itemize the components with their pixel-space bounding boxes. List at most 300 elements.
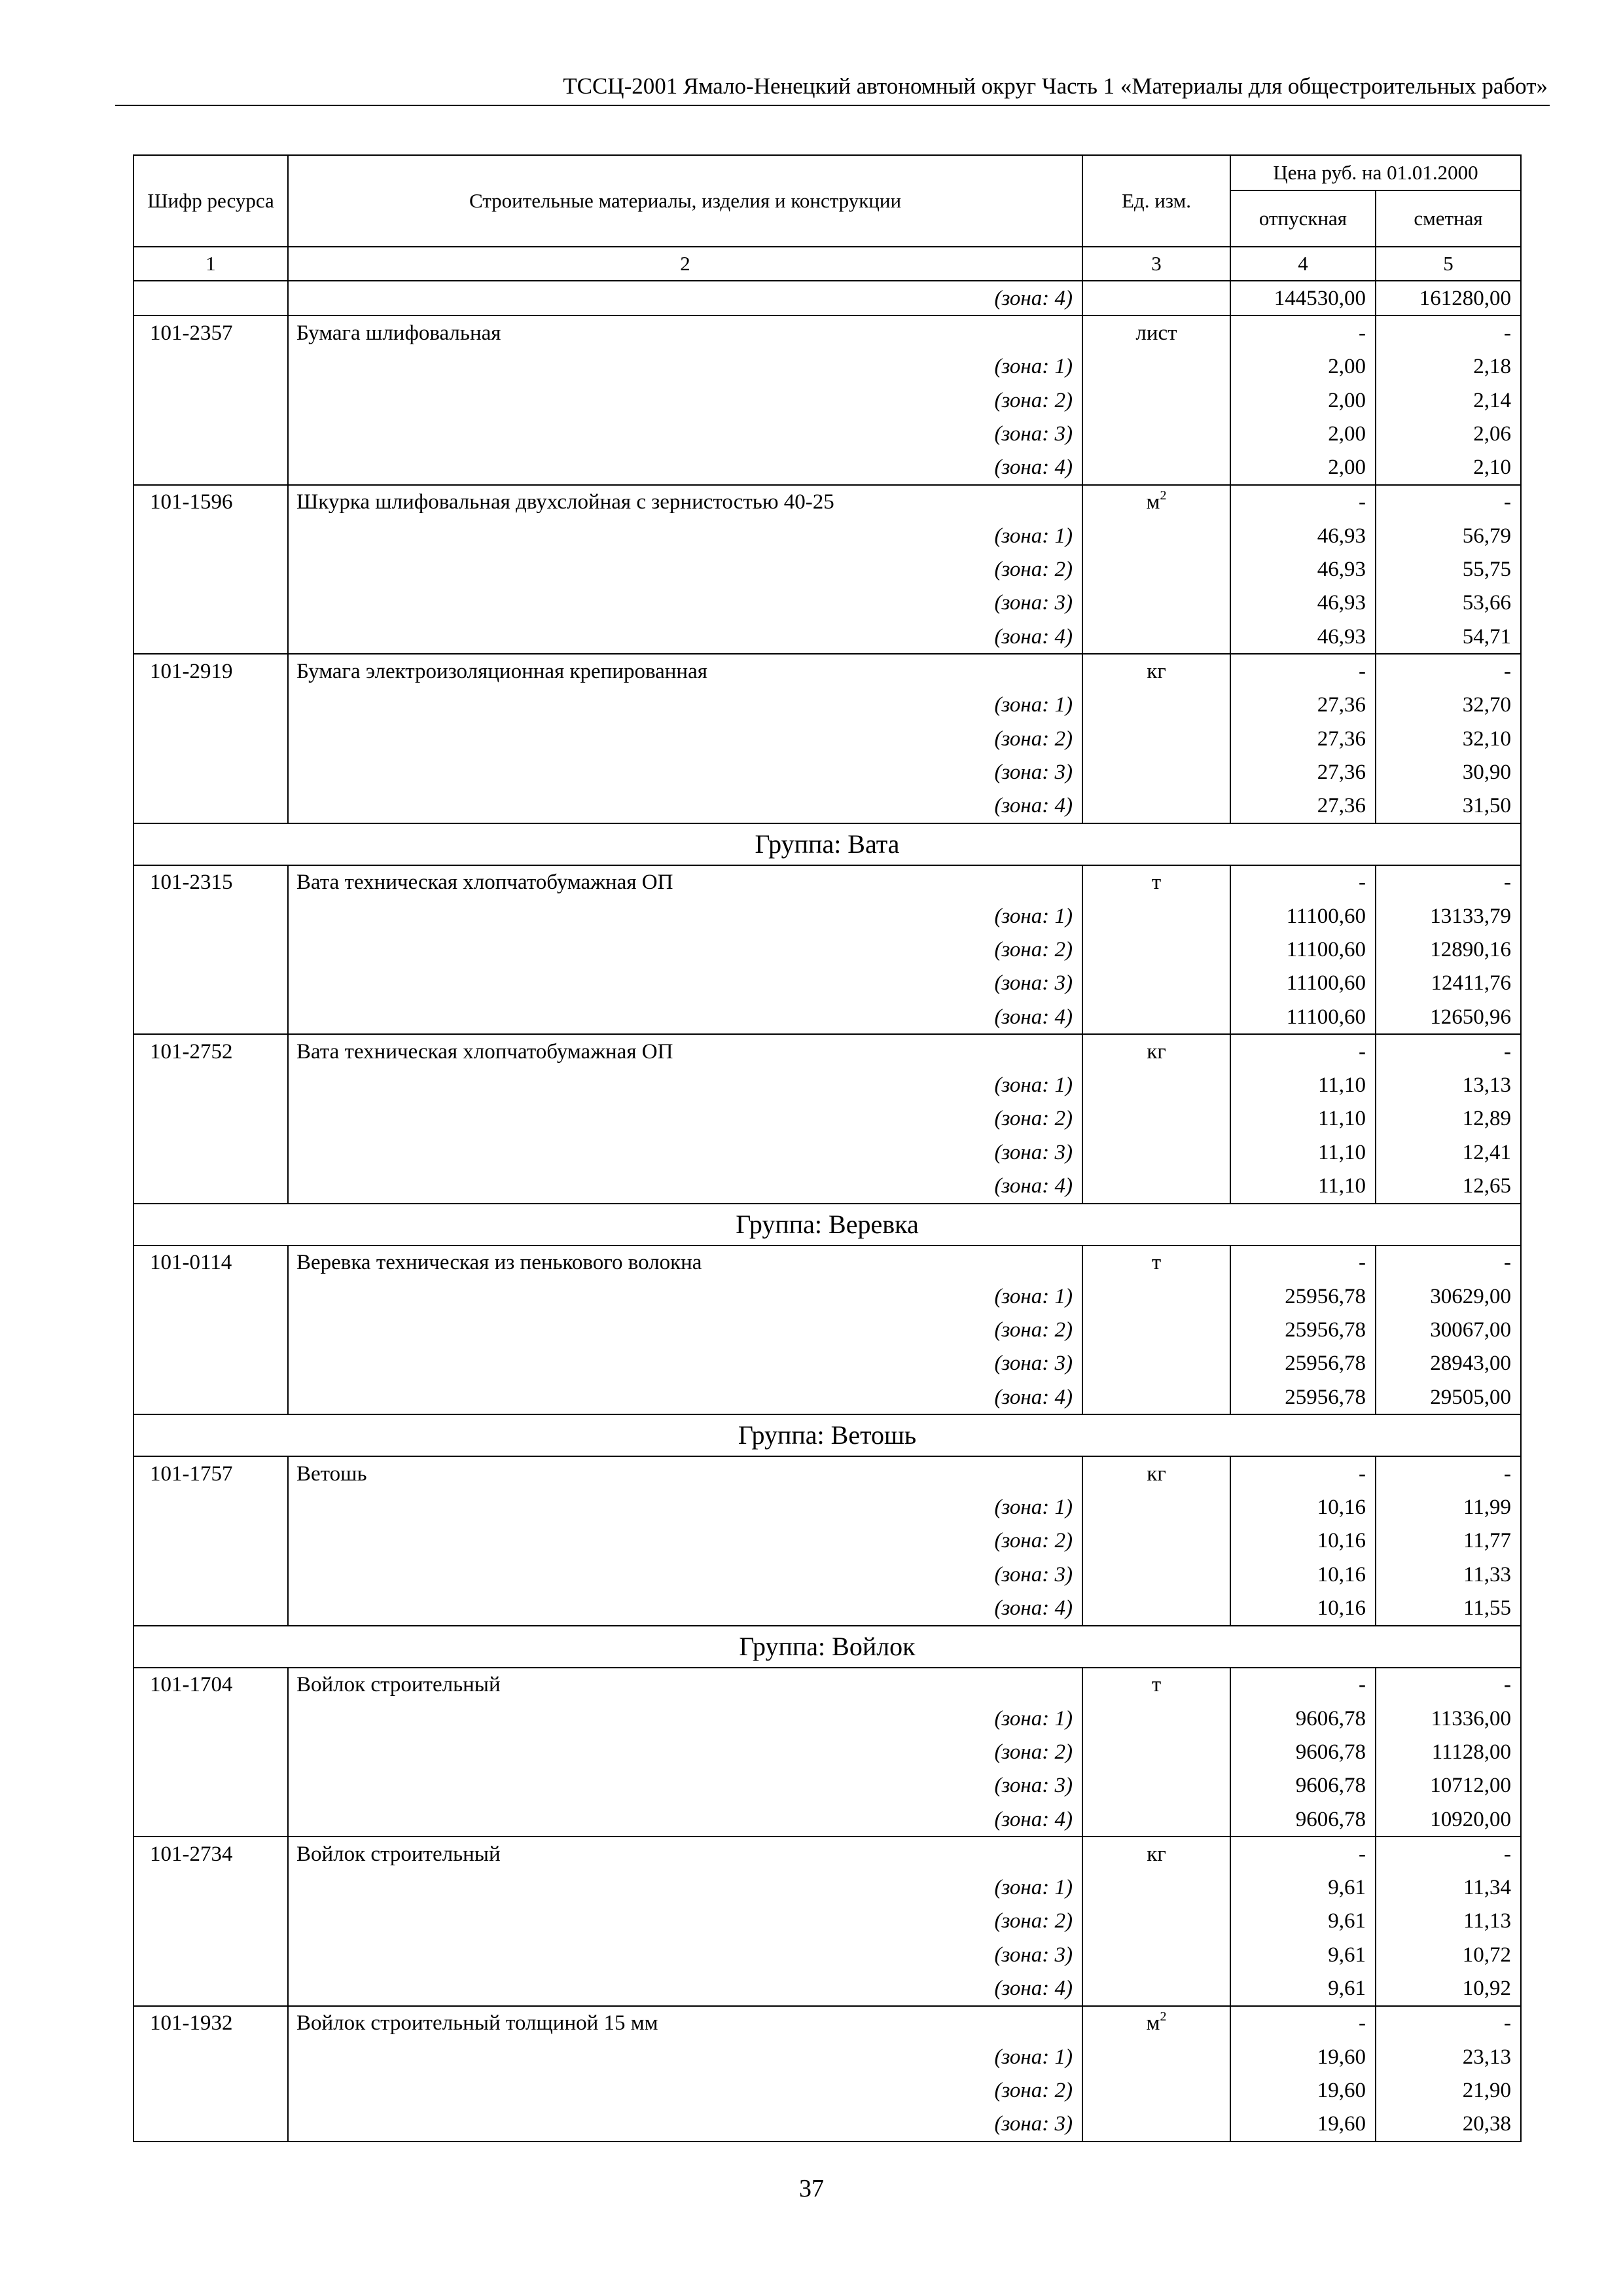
- resource-code: [134, 755, 288, 789]
- resource-row: [134, 315, 1521, 350]
- group-heading-row: [134, 1414, 1521, 1456]
- estimate-price: -: [1376, 1246, 1521, 1280]
- estimate-price: 28943,00: [1376, 1347, 1521, 1380]
- estimate-price: 30067,00: [1376, 1313, 1521, 1346]
- estimate-price: 12,65: [1376, 1169, 1521, 1203]
- resource-code: [134, 620, 288, 654]
- header-name: Строительные материалы, изделия и конструкции: [288, 155, 1082, 247]
- unit-cell: [1082, 1558, 1230, 1591]
- zone-row: [134, 1347, 1521, 1380]
- unit-label: кг: [1147, 1462, 1166, 1486]
- unit-cell: [1082, 2108, 1230, 2142]
- estimate-price: 23,13: [1376, 2040, 1521, 2073]
- resource-code: [134, 1769, 288, 1803]
- zone-label: (зона: 3): [288, 1558, 1082, 1591]
- unit-cell: [1082, 1313, 1230, 1346]
- resource-name: Войлок строительный: [288, 1668, 1082, 1702]
- column-number: 1: [134, 247, 288, 281]
- unit-cell: [1082, 1971, 1230, 2005]
- resource-row: [134, 1034, 1521, 1068]
- resource-code: [134, 1102, 288, 1136]
- unit-cell: [1082, 586, 1230, 620]
- estimate-price: 12,41: [1376, 1136, 1521, 1169]
- zone-row: [134, 1971, 1521, 2005]
- running-header: ТССЦ-2001 Ямало-Ненецкий автономный округ Часть 1 «Материалы для общестроительных работ»: [563, 73, 1548, 99]
- resource-code: [134, 2073, 288, 2107]
- unit-cell: [1082, 350, 1230, 384]
- zone-label: (зона: 4): [288, 1591, 1082, 1625]
- zone-row: [134, 1735, 1521, 1768]
- estimate-price: -: [1376, 1837, 1521, 1871]
- unit-cell: [1082, 1000, 1230, 1034]
- estimate-price: 30629,00: [1376, 1280, 1521, 1313]
- zone-label: (зона: 4): [288, 789, 1082, 823]
- estimate-price: 12890,16: [1376, 933, 1521, 966]
- zone-label: (зона: 1): [288, 1702, 1082, 1735]
- unit-label: т: [1151, 1251, 1162, 1275]
- unit-cell: [1082, 654, 1230, 688]
- estimate-price: 21,90: [1376, 2073, 1521, 2107]
- unit-cell: [1082, 1136, 1230, 1169]
- unit-cell: [1082, 789, 1230, 823]
- release-price: 25956,78: [1230, 1280, 1376, 1313]
- header-estimate: сметная: [1376, 190, 1521, 247]
- unit-cell: [1082, 1871, 1230, 1904]
- resource-code: [134, 689, 288, 722]
- release-price: -: [1230, 654, 1376, 688]
- release-price: 9606,78: [1230, 1769, 1376, 1803]
- zone-row: [134, 967, 1521, 1000]
- estimate-price: 29505,00: [1376, 1380, 1521, 1414]
- header-price: Цена руб. на 01.01.2000: [1230, 155, 1521, 190]
- release-price: 11,10: [1230, 1102, 1376, 1136]
- release-price: 19,60: [1230, 2073, 1376, 2107]
- resource-name: Шкурка шлифовальная двухслойная с зернистостью 40-25: [288, 485, 1082, 519]
- resource-code: [134, 967, 288, 1000]
- unit-label: т: [1151, 870, 1162, 895]
- zone-row: [134, 1558, 1521, 1591]
- unit-cell: [1082, 967, 1230, 1000]
- resource-code: 101-2734: [134, 1837, 288, 1871]
- release-price: 10,16: [1230, 1491, 1376, 1524]
- zone-label: (зона: 3): [288, 967, 1082, 1000]
- group-heading: Группа: Вата: [134, 823, 1521, 865]
- unit-cell: [1082, 281, 1230, 315]
- unit-label: м: [1146, 2011, 1160, 2036]
- estimate-price: 56,79: [1376, 519, 1521, 552]
- zone-row: [134, 755, 1521, 789]
- unit-label: лист: [1135, 321, 1177, 345]
- estimate-price: 11,13: [1376, 1905, 1521, 1938]
- resource-code: [134, 1169, 288, 1203]
- resource-code: [134, 722, 288, 755]
- group-heading-row: [134, 1626, 1521, 1668]
- unit-cell: [1082, 1380, 1230, 1414]
- zone-row: [134, 899, 1521, 933]
- estimate-price: 2,10: [1376, 450, 1521, 484]
- zone-label: (зона: 4): [288, 1971, 1082, 2005]
- zone-label: (зона: 3): [288, 1136, 1082, 1169]
- release-price: -: [1230, 485, 1376, 519]
- zone-row: [134, 789, 1521, 823]
- resource-code: [134, 1905, 288, 1938]
- column-number: 5: [1376, 247, 1521, 281]
- zone-label: (зона: 4): [288, 620, 1082, 654]
- zone-label: (зона: 2): [288, 1905, 1082, 1938]
- zone-label: (зона: 2): [288, 552, 1082, 586]
- zone-row: [134, 1169, 1521, 1203]
- release-price: 10,16: [1230, 1558, 1376, 1591]
- zone-label: (зона: 3): [288, 1347, 1082, 1380]
- estimate-price: 20,38: [1376, 2108, 1521, 2142]
- estimate-price: 13,13: [1376, 1069, 1521, 1102]
- unit-cell: [1082, 620, 1230, 654]
- zone-row: [134, 2108, 1521, 2142]
- unit-cell: [1082, 2073, 1230, 2107]
- zone-row: [134, 1102, 1521, 1136]
- release-price: -: [1230, 865, 1376, 899]
- estimate-price: 10920,00: [1376, 1803, 1521, 1837]
- estimate-price: 55,75: [1376, 552, 1521, 586]
- unit-cell: [1082, 1169, 1230, 1203]
- zone-label: (зона: 3): [288, 755, 1082, 789]
- zone-label: (зона: 2): [288, 1524, 1082, 1558]
- release-price: 2,00: [1230, 450, 1376, 484]
- resource-code: 101-1704: [134, 1668, 288, 1702]
- release-price: 11100,60: [1230, 967, 1376, 1000]
- release-price: 10,16: [1230, 1524, 1376, 1558]
- resource-name: Веревка техническая из пенькового волокна: [288, 1246, 1082, 1280]
- release-price: 46,93: [1230, 620, 1376, 654]
- release-price: 2,00: [1230, 417, 1376, 450]
- estimate-price: 12,89: [1376, 1102, 1521, 1136]
- release-price: 10,16: [1230, 1591, 1376, 1625]
- unit-cell: [1082, 519, 1230, 552]
- zone-label: (зона: 4): [288, 1169, 1082, 1203]
- zone-row: [134, 1769, 1521, 1803]
- resource-code: [134, 281, 288, 315]
- zone-row: [134, 1000, 1521, 1034]
- release-price: 46,93: [1230, 586, 1376, 620]
- unit-cell: [1082, 1491, 1230, 1524]
- release-price: 27,36: [1230, 722, 1376, 755]
- unit-cell: [1082, 722, 1230, 755]
- zone-label: (зона: 3): [288, 586, 1082, 620]
- estimate-price: -: [1376, 654, 1521, 688]
- resource-row: [134, 485, 1521, 519]
- estimate-price: 2,06: [1376, 417, 1521, 450]
- zone-row: [134, 1591, 1521, 1625]
- release-price: -: [1230, 1837, 1376, 1871]
- resource-code: [134, 450, 288, 484]
- resource-row: [134, 1837, 1521, 1871]
- unit-cell: [1082, 755, 1230, 789]
- resource-code: [134, 1803, 288, 1837]
- zone-row: [134, 1069, 1521, 1102]
- estimate-price: 11128,00: [1376, 1735, 1521, 1768]
- zone-label: (зона: 2): [288, 384, 1082, 417]
- zone-label: (зона: 3): [288, 2108, 1082, 2142]
- resource-code: [134, 1347, 288, 1380]
- resource-name: Ветошь: [288, 1456, 1082, 1490]
- release-price: 11,10: [1230, 1136, 1376, 1169]
- release-price: 9606,78: [1230, 1735, 1376, 1768]
- zone-row: [134, 384, 1521, 417]
- estimate-price: -: [1376, 2006, 1521, 2040]
- zone-label: (зона: 4): [288, 1803, 1082, 1837]
- unit-cell: [1082, 1668, 1230, 1702]
- release-price: 9606,78: [1230, 1702, 1376, 1735]
- price-table: [133, 154, 1522, 2142]
- estimate-price: 53,66: [1376, 586, 1521, 620]
- release-price: 19,60: [1230, 2040, 1376, 2073]
- release-price: 27,36: [1230, 755, 1376, 789]
- release-price: 11100,60: [1230, 933, 1376, 966]
- unit-cell: [1082, 689, 1230, 722]
- unit-cell: [1082, 450, 1230, 484]
- zone-row: [134, 1280, 1521, 1313]
- estimate-price: -: [1376, 1034, 1521, 1068]
- unit-label: кг: [1147, 1039, 1166, 1064]
- resource-code: 101-0114: [134, 1246, 288, 1280]
- column-number: 2: [288, 247, 1082, 281]
- zone-label: (зона: 1): [288, 1280, 1082, 1313]
- estimate-price: 32,10: [1376, 722, 1521, 755]
- estimate-price: 11,55: [1376, 1591, 1521, 1625]
- release-price: 11100,60: [1230, 1000, 1376, 1034]
- resource-code: 101-2752: [134, 1034, 288, 1068]
- zone-label: (зона: 1): [288, 350, 1082, 384]
- resource-code: [134, 586, 288, 620]
- resource-row: [134, 1668, 1521, 1702]
- group-heading: Группа: Войлок: [134, 1626, 1521, 1668]
- unit-cell: [1082, 1837, 1230, 1871]
- unit-cell: [1082, 384, 1230, 417]
- resource-code: 101-1932: [134, 2006, 288, 2040]
- zone-row: [134, 1313, 1521, 1346]
- unit-cell: [1082, 1938, 1230, 1971]
- zone-row: [134, 519, 1521, 552]
- resource-code: [134, 1380, 288, 1414]
- release-price: 25956,78: [1230, 1313, 1376, 1346]
- zone-label: (зона: 3): [288, 1938, 1082, 1971]
- resource-code: [134, 1000, 288, 1034]
- zone-label: (зона: 1): [288, 2040, 1082, 2073]
- release-price: -: [1230, 2006, 1376, 2040]
- zone-row: [134, 2073, 1521, 2107]
- resource-name: Войлок строительный толщиной 15 мм: [288, 2006, 1082, 2040]
- resource-code: [134, 552, 288, 586]
- unit-label: кг: [1147, 659, 1166, 683]
- unit-cell: [1082, 1524, 1230, 1558]
- unit-cell: [1082, 1702, 1230, 1735]
- release-price: 25956,78: [1230, 1347, 1376, 1380]
- zone-label: (зона: 1): [288, 1871, 1082, 1904]
- zone-row: [134, 1702, 1521, 1735]
- header-code: Шифр ресурса: [134, 155, 288, 247]
- release-price: -: [1230, 1246, 1376, 1280]
- estimate-price: 32,70: [1376, 689, 1521, 722]
- resource-code: [134, 1136, 288, 1169]
- release-price: 46,93: [1230, 552, 1376, 586]
- unit-cell: [1082, 1102, 1230, 1136]
- zone-row: [134, 552, 1521, 586]
- resource-code: [134, 933, 288, 966]
- resource-code: [134, 1313, 288, 1346]
- release-price: 19,60: [1230, 2108, 1376, 2142]
- resource-name: Бумага электроизоляционная крепированная: [288, 654, 1082, 688]
- resource-code: [134, 789, 288, 823]
- release-price: -: [1230, 1456, 1376, 1490]
- zone-row: [134, 450, 1521, 484]
- zone-row: [134, 1938, 1521, 1971]
- estimate-price: -: [1376, 315, 1521, 350]
- estimate-price: 10,92: [1376, 1971, 1521, 2005]
- zone-label: (зона: 3): [288, 417, 1082, 450]
- estimate-price: 11,34: [1376, 1871, 1521, 1904]
- resource-code: [134, 1069, 288, 1102]
- zone-label: (зона: 1): [288, 519, 1082, 552]
- unit-exponent: 2: [1160, 488, 1167, 503]
- zone-label: (зона: 1): [288, 899, 1082, 933]
- estimate-price: 2,18: [1376, 350, 1521, 384]
- release-price: 46,93: [1230, 519, 1376, 552]
- resource-row: [134, 1456, 1521, 1490]
- unit-label: м: [1146, 490, 1160, 514]
- group-heading: Группа: Веревка: [134, 1204, 1521, 1246]
- zone-label: (зона: 1): [288, 1069, 1082, 1102]
- unit-cell: [1082, 552, 1230, 586]
- zone-label: (зона: 2): [288, 1735, 1082, 1768]
- zone-label: (зона: 2): [288, 2073, 1082, 2107]
- resource-code: 101-2919: [134, 654, 288, 688]
- zone-row: [134, 417, 1521, 450]
- header-rule: [115, 105, 1550, 106]
- release-price: 2,00: [1230, 384, 1376, 417]
- unit-label: т: [1151, 1673, 1162, 1697]
- resource-code: [134, 1558, 288, 1591]
- resource-code: [134, 1280, 288, 1313]
- release-price: 9,61: [1230, 1971, 1376, 2005]
- unit-cell: [1082, 865, 1230, 899]
- unit-cell: [1082, 933, 1230, 966]
- estimate-price: 30,90: [1376, 755, 1521, 789]
- estimate-price: -: [1376, 1456, 1521, 1490]
- zone-row: [134, 1491, 1521, 1524]
- release-price: 11,10: [1230, 1169, 1376, 1203]
- estimate-price: 54,71: [1376, 620, 1521, 654]
- resource-code: [134, 2108, 288, 2142]
- group-heading-row: [134, 823, 1521, 865]
- zone-label: (зона: 2): [288, 1313, 1082, 1346]
- zone-row: [134, 350, 1521, 384]
- zone-label: (зона: 2): [288, 1102, 1082, 1136]
- zone-row: [134, 1871, 1521, 1904]
- release-price: 25956,78: [1230, 1380, 1376, 1414]
- resource-code: [134, 1591, 288, 1625]
- resource-name: Бумага шлифовальная: [288, 315, 1082, 350]
- zone-label: (зона: 2): [288, 722, 1082, 755]
- zone-row: [134, 1524, 1521, 1558]
- estimate-price: 11,33: [1376, 1558, 1521, 1591]
- zone-row: [134, 1380, 1521, 1414]
- zone-label: (зона: 1): [288, 689, 1082, 722]
- zone-row: [134, 722, 1521, 755]
- resource-code: [134, 1871, 288, 1904]
- resource-code: [134, 899, 288, 933]
- release-price: 27,36: [1230, 689, 1376, 722]
- release-price: -: [1230, 1668, 1376, 1702]
- zone-row: [134, 933, 1521, 966]
- zone-label: (зона: 2): [288, 933, 1082, 966]
- resource-name: Вата техническая хлопчатобумажная ОП: [288, 865, 1082, 899]
- header-unit: Ед. изм.: [1082, 155, 1230, 247]
- unit-cell: [1082, 1347, 1230, 1380]
- estimate-price: 31,50: [1376, 789, 1521, 823]
- group-heading-row: [134, 1204, 1521, 1246]
- resource-code: [134, 384, 288, 417]
- release-price: 11,10: [1230, 1069, 1376, 1102]
- resource-code: 101-2315: [134, 865, 288, 899]
- resource-row: [134, 2006, 1521, 2040]
- table-body: [134, 281, 1521, 2142]
- unit-cell: [1082, 2040, 1230, 2073]
- resource-name: Вата техническая хлопчатобумажная ОП: [288, 1034, 1082, 1068]
- unit-label: кг: [1147, 1842, 1166, 1866]
- release-price: 2,00: [1230, 350, 1376, 384]
- estimate-price: 11336,00: [1376, 1702, 1521, 1735]
- resource-name: Войлок строительный: [288, 1837, 1082, 1871]
- zone-row: [134, 586, 1521, 620]
- estimate-price: 2,14: [1376, 384, 1521, 417]
- unit-cell: [1082, 899, 1230, 933]
- unit-cell: [1082, 2006, 1230, 2040]
- unit-cell: [1082, 1280, 1230, 1313]
- release-price: -: [1230, 1034, 1376, 1068]
- zone-row: [134, 1136, 1521, 1169]
- resource-row: [134, 865, 1521, 899]
- page-number: 37: [799, 2175, 824, 2202]
- zone-label: (зона: 3): [288, 1769, 1082, 1803]
- unit-cell: [1082, 1034, 1230, 1068]
- estimate-price: 12411,76: [1376, 967, 1521, 1000]
- unit-cell: [1082, 1591, 1230, 1625]
- zone-row: [134, 1905, 1521, 1938]
- release-price: 9,61: [1230, 1871, 1376, 1904]
- resource-code: [134, 519, 288, 552]
- release-price: 9,61: [1230, 1938, 1376, 1971]
- resource-code: 101-2357: [134, 315, 288, 350]
- unit-cell: [1082, 1803, 1230, 1837]
- estimate-price: 13133,79: [1376, 899, 1521, 933]
- zone-label: (зона: 4): [288, 1380, 1082, 1414]
- unit-cell: [1082, 1905, 1230, 1938]
- resource-code: [134, 1702, 288, 1735]
- zone-row: [134, 689, 1521, 722]
- release-price: 9606,78: [1230, 1803, 1376, 1837]
- estimate-price: 12650,96: [1376, 1000, 1521, 1034]
- zone-row: [134, 281, 1521, 315]
- zone-label: (зона: 4): [288, 1000, 1082, 1034]
- unit-cell: [1082, 1735, 1230, 1768]
- estimate-price: -: [1376, 485, 1521, 519]
- group-heading: Группа: Ветошь: [134, 1414, 1521, 1456]
- column-number: 3: [1082, 247, 1230, 281]
- unit-cell: [1082, 1769, 1230, 1803]
- release-price: 9,61: [1230, 1905, 1376, 1938]
- resource-code: [134, 1524, 288, 1558]
- release-price: 11100,60: [1230, 899, 1376, 933]
